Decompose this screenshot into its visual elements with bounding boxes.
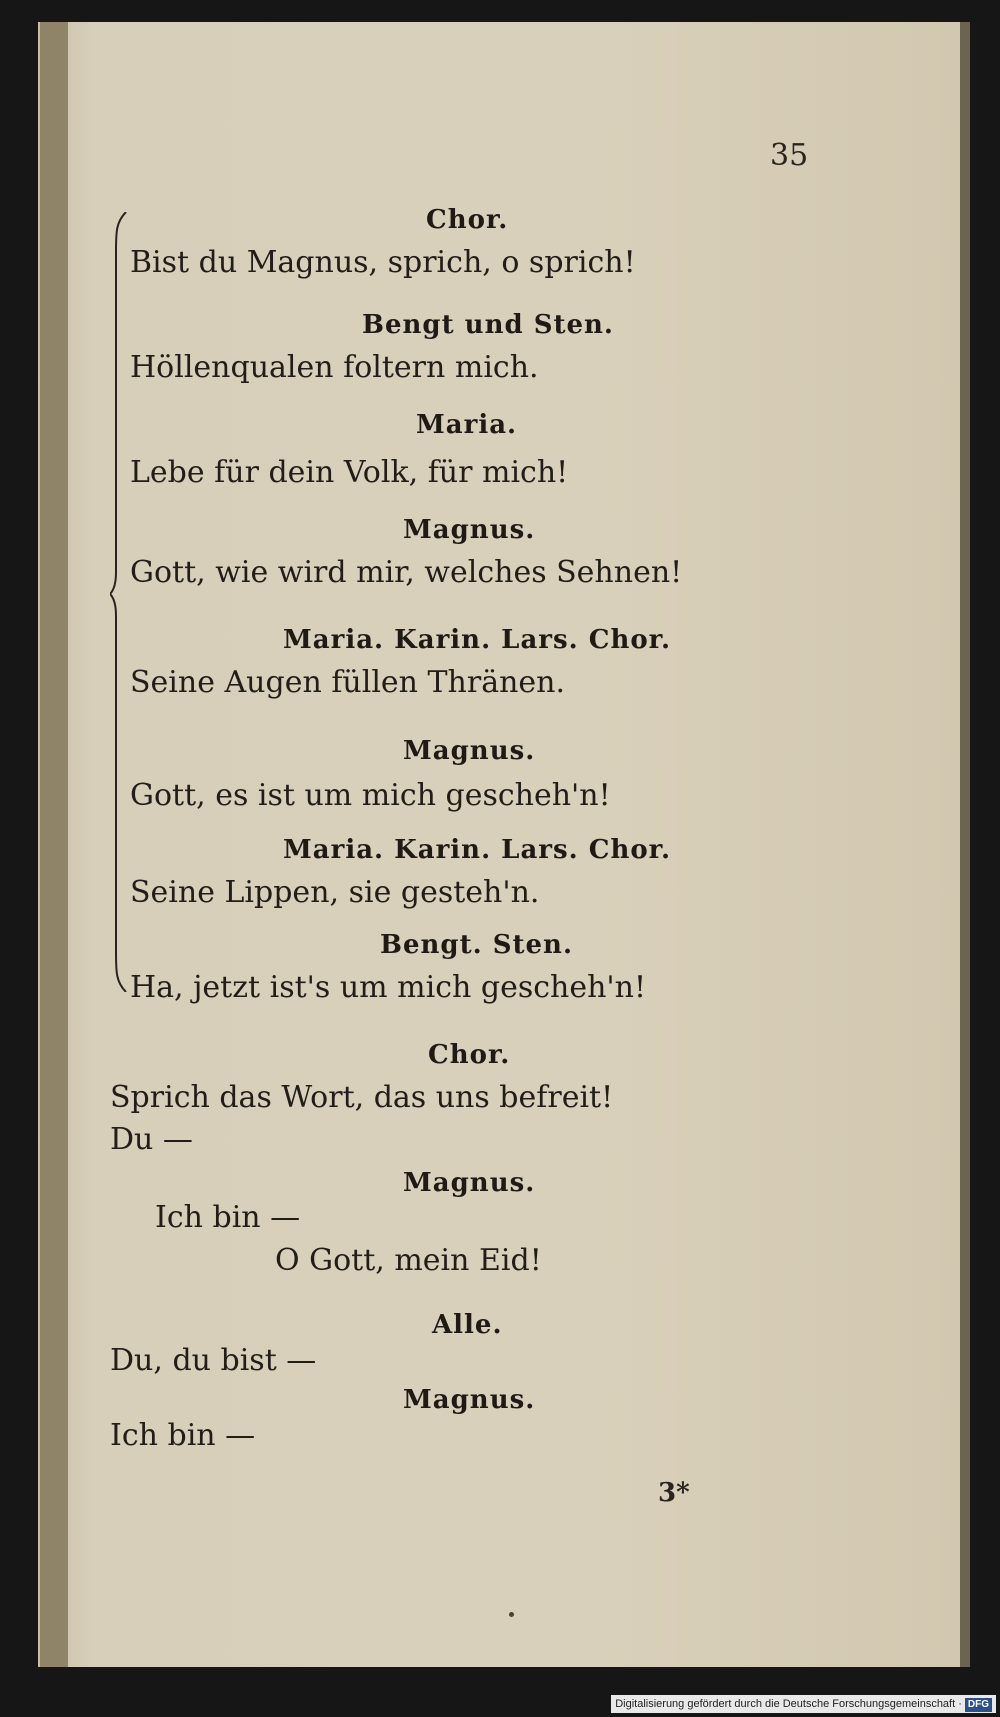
verse-line: Ich bin — (155, 1200, 301, 1235)
speaker-label: Magnus. (403, 736, 536, 766)
verse-line: Lebe für dein Volk, für mich! (130, 455, 569, 490)
page-gutter (40, 22, 68, 1667)
verse-line: Du, du bist — (110, 1343, 317, 1378)
speaker-label: Maria. (416, 410, 518, 440)
dfg-logo: DFG (965, 1698, 992, 1712)
credit-text: Digitalisierung gefördert durch die Deutsche Forschungsgemeinschaft · (615, 1698, 962, 1710)
speaker-label: Maria. Karin. Lars. Chor. (283, 835, 672, 865)
speaker-label: Magnus. (403, 515, 536, 545)
verse-line: Gott, es ist um mich gescheh'n! (130, 778, 611, 813)
speck (509, 1612, 514, 1617)
speaker-label: Magnus. (403, 1385, 536, 1415)
verse-line: Seine Lippen, sie gesteh'n. (130, 875, 540, 910)
verse-line: O Gott, mein Eid! (275, 1243, 542, 1278)
speaker-label: Chor. (428, 1040, 511, 1070)
verse-line: Seine Augen füllen Thränen. (130, 665, 566, 700)
speaker-label: Magnus. (403, 1168, 536, 1198)
verse-line: Ha, jetzt ist's um mich gescheh'n! (130, 970, 647, 1005)
ensemble-brace (110, 212, 130, 992)
verse-line: Bist du Magnus, sprich, o sprich! (130, 245, 636, 280)
verse-line: Ich bin — (110, 1418, 256, 1453)
speaker-label: Alle. (432, 1310, 503, 1340)
speaker-label: Bengt. Sten. (380, 930, 573, 960)
signature-mark: 3* (658, 1478, 690, 1508)
verse-line: Du — (110, 1122, 193, 1157)
page-edge (960, 22, 970, 1667)
speaker-label: Chor. (426, 205, 509, 235)
verse-line: Höllenqualen foltern mich. (130, 350, 539, 385)
funding-credit (611, 1695, 996, 1713)
verse-line: Gott, wie wird mir, welches Sehnen! (130, 555, 683, 590)
speaker-label: Bengt und Sten. (362, 310, 614, 340)
verse-line: Sprich das Wort, das uns befreit! (110, 1080, 614, 1115)
speaker-label: Maria. Karin. Lars. Chor. (283, 625, 672, 655)
page-number: 35 (770, 138, 809, 173)
